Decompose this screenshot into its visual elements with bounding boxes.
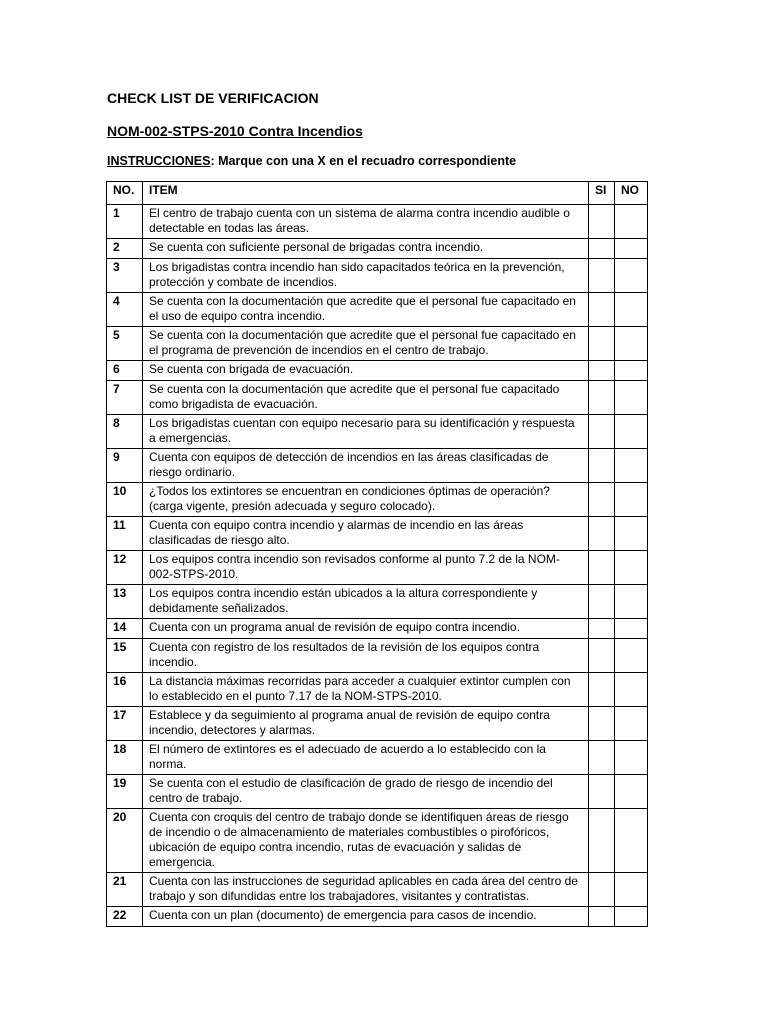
no-checkbox-cell[interactable] bbox=[615, 239, 648, 259]
no-checkbox-cell[interactable] bbox=[615, 585, 648, 619]
no-checkbox-cell[interactable] bbox=[615, 809, 648, 873]
table-row bbox=[107, 449, 648, 483]
row-item: Los brigadistas cuentan con equipo necesario para su identificación y respuesta a emergencias. bbox=[143, 415, 589, 449]
row-number: 4 bbox=[107, 293, 143, 327]
si-checkbox-cell[interactable] bbox=[589, 259, 615, 293]
row-number: 3 bbox=[107, 259, 143, 293]
row-number: 16 bbox=[107, 673, 143, 707]
norm-title: NOM-002-STPS-2010 Contra Incendios bbox=[107, 123, 363, 139]
si-checkbox-cell[interactable] bbox=[589, 639, 615, 673]
no-checkbox-cell[interactable] bbox=[615, 907, 648, 927]
row-item: Cuenta con un programa anual de revisión de equipo contra incendio. bbox=[143, 619, 589, 639]
row-item: Se cuenta con suficiente personal de brigadas contra incendio. bbox=[143, 239, 589, 259]
row-number: 21 bbox=[107, 873, 143, 907]
row-number: 5 bbox=[107, 327, 143, 361]
table-row bbox=[107, 873, 648, 907]
table-row bbox=[107, 673, 648, 707]
row-item: El número de extintores es el adecuado de acuerdo a lo establecido con la norma. bbox=[143, 741, 589, 775]
row-item: Establece y da seguimiento al programa anual de revisión de equipo contra incendio, detectores y alarmas. bbox=[143, 707, 589, 741]
instructions-label: INSTRUCCIONES bbox=[107, 154, 211, 168]
row-item: El centro de trabajo cuenta con un sistema de alarma contra incendio audible o detectable en todas las áreas. bbox=[143, 205, 589, 239]
si-checkbox-cell[interactable] bbox=[589, 707, 615, 741]
table-row bbox=[107, 259, 648, 293]
si-checkbox-cell[interactable] bbox=[589, 551, 615, 585]
checklist-table bbox=[106, 181, 648, 927]
table-row bbox=[107, 483, 648, 517]
header-row bbox=[107, 182, 648, 205]
si-checkbox-cell[interactable] bbox=[589, 741, 615, 775]
table-row bbox=[107, 907, 648, 927]
no-checkbox-cell[interactable] bbox=[615, 327, 648, 361]
row-item: Se cuenta con el estudio de clasificación de grado de riesgo de incendio del centro de trabajo. bbox=[143, 775, 589, 809]
si-checkbox-cell[interactable] bbox=[589, 381, 615, 415]
row-item: La distancia máximas recorridas para acceder a cualquier extintor cumplen con lo establecido en el punto 7.17 de la NOM-STPS-2010. bbox=[143, 673, 589, 707]
si-checkbox-cell[interactable] bbox=[589, 619, 615, 639]
no-checkbox-cell[interactable] bbox=[615, 517, 648, 551]
table-row bbox=[107, 239, 648, 259]
si-checkbox-cell[interactable] bbox=[589, 517, 615, 551]
row-item: Cuenta con un plan (documento) de emergencia para casos de incendio. bbox=[143, 907, 589, 927]
no-checkbox-cell[interactable] bbox=[615, 381, 648, 415]
row-item: ¿Todos los extintores se encuentran en condiciones óptimas de operación? (carga vigente, presión adecuada y seguro colocado). bbox=[143, 483, 589, 517]
si-checkbox-cell[interactable] bbox=[589, 775, 615, 809]
si-checkbox-cell[interactable] bbox=[589, 483, 615, 517]
si-checkbox-cell[interactable] bbox=[589, 205, 615, 239]
header-no-answer: NO bbox=[615, 182, 648, 205]
no-checkbox-cell[interactable] bbox=[615, 707, 648, 741]
table-row bbox=[107, 205, 648, 239]
document-title: CHECK LIST DE VERIFICACION bbox=[107, 90, 319, 106]
row-number: 9 bbox=[107, 449, 143, 483]
no-checkbox-cell[interactable] bbox=[615, 361, 648, 381]
row-item: Se cuenta con la documentación que acredite que el personal fue capacitado en el programa de prevención de incendios en el centro de trabajo. bbox=[143, 327, 589, 361]
no-checkbox-cell[interactable] bbox=[615, 775, 648, 809]
table-row bbox=[107, 707, 648, 741]
si-checkbox-cell[interactable] bbox=[589, 327, 615, 361]
table-row bbox=[107, 741, 648, 775]
table-row bbox=[107, 361, 648, 381]
table-row bbox=[107, 809, 648, 873]
row-number: 1 bbox=[107, 205, 143, 239]
no-checkbox-cell[interactable] bbox=[615, 741, 648, 775]
row-item: Cuenta con registro de los resultados de la revisión de los equipos contra incendio. bbox=[143, 639, 589, 673]
row-item: Cuenta con equipo contra incendio y alarmas de incendio en las áreas clasificadas de riesgo alto. bbox=[143, 517, 589, 551]
table-row bbox=[107, 381, 648, 415]
header-item: ITEM bbox=[143, 182, 589, 205]
table-row bbox=[107, 585, 648, 619]
row-number: 20 bbox=[107, 809, 143, 873]
no-checkbox-cell[interactable] bbox=[615, 673, 648, 707]
row-number: 8 bbox=[107, 415, 143, 449]
row-number: 17 bbox=[107, 707, 143, 741]
row-number: 13 bbox=[107, 585, 143, 619]
si-checkbox-cell[interactable] bbox=[589, 361, 615, 381]
row-number: 12 bbox=[107, 551, 143, 585]
row-number: 19 bbox=[107, 775, 143, 809]
row-item: Se cuenta con brigada de evacuación. bbox=[143, 361, 589, 381]
table-row bbox=[107, 639, 648, 673]
header-no: NO. bbox=[107, 182, 143, 205]
si-checkbox-cell[interactable] bbox=[589, 673, 615, 707]
row-item: Se cuenta con la documentación que acredite que el personal fue capacitado en el uso de equipo contra incendio. bbox=[143, 293, 589, 327]
no-checkbox-cell[interactable] bbox=[615, 205, 648, 239]
row-number: 11 bbox=[107, 517, 143, 551]
si-checkbox-cell[interactable] bbox=[589, 449, 615, 483]
table-row bbox=[107, 517, 648, 551]
row-item: Cuenta con equipos de detección de incendios en las áreas clasificadas de riesgo ordinario. bbox=[143, 449, 589, 483]
table-row bbox=[107, 415, 648, 449]
row-item: Cuenta con las instrucciones de seguridad aplicables en cada área del centro de trabajo y son difundidas entre los trabajadores, visitantes y contratistas. bbox=[143, 873, 589, 907]
si-checkbox-cell[interactable] bbox=[589, 873, 615, 907]
si-checkbox-cell[interactable] bbox=[589, 907, 615, 927]
si-checkbox-cell[interactable] bbox=[589, 239, 615, 259]
row-item: Los equipos contra incendio están ubicados a la altura correspondiente y debidamente señalizados. bbox=[143, 585, 589, 619]
instructions bbox=[107, 154, 516, 168]
row-number: 6 bbox=[107, 361, 143, 381]
row-number: 22 bbox=[107, 907, 143, 927]
row-number: 7 bbox=[107, 381, 143, 415]
si-checkbox-cell[interactable] bbox=[589, 293, 615, 327]
table-row bbox=[107, 327, 648, 361]
si-checkbox-cell[interactable] bbox=[589, 809, 615, 873]
row-number: 2 bbox=[107, 239, 143, 259]
row-number: 18 bbox=[107, 741, 143, 775]
no-checkbox-cell[interactable] bbox=[615, 293, 648, 327]
no-checkbox-cell[interactable] bbox=[615, 449, 648, 483]
row-item: Los brigadistas contra incendio han sido capacitados teórica en la prevención, protección y combate de incendios. bbox=[143, 259, 589, 293]
row-item: Se cuenta con la documentación que acredite que el personal fue capacitado como brigadista de evacuación. bbox=[143, 381, 589, 415]
row-item: Cuenta con croquis del centro de trabajo donde se identifiquen áreas de riesgo de incendio o de almacenamiento de materiales combustibles o pirofóricos, ubicación de equipo contra incendio, rutas de evacuación y salidas de emergencia. bbox=[143, 809, 589, 873]
table-row bbox=[107, 551, 648, 585]
row-item: Los equipos contra incendio son revisados conforme al punto 7.2 de la NOM-002-STPS-2010. bbox=[143, 551, 589, 585]
header-si: SI bbox=[589, 182, 615, 205]
row-number: 15 bbox=[107, 639, 143, 673]
no-checkbox-cell[interactable] bbox=[615, 873, 648, 907]
row-number: 10 bbox=[107, 483, 143, 517]
no-checkbox-cell[interactable] bbox=[615, 415, 648, 449]
no-checkbox-cell[interactable] bbox=[615, 639, 648, 673]
table-row bbox=[107, 293, 648, 327]
row-number: 14 bbox=[107, 619, 143, 639]
instructions-text: : Marque con una X en el recuadro correspondiente bbox=[210, 154, 517, 168]
no-checkbox-cell[interactable] bbox=[615, 619, 648, 639]
no-checkbox-cell[interactable] bbox=[615, 551, 648, 585]
no-checkbox-cell[interactable] bbox=[615, 259, 648, 293]
si-checkbox-cell[interactable] bbox=[589, 415, 615, 449]
no-checkbox-cell[interactable] bbox=[615, 483, 648, 517]
table-row bbox=[107, 619, 648, 639]
si-checkbox-cell[interactable] bbox=[589, 585, 615, 619]
table-row bbox=[107, 775, 648, 809]
